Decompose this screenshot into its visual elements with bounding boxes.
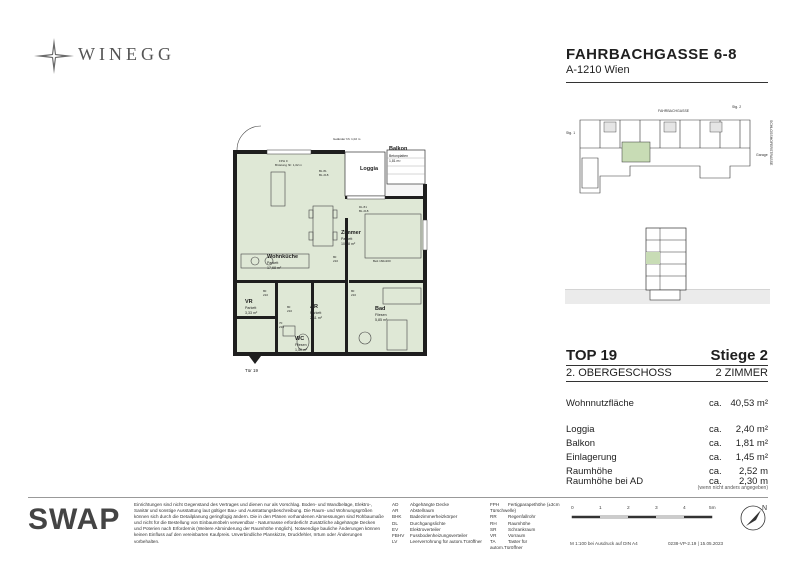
svg-text:210: 210	[351, 293, 357, 297]
area-row: Raumhöhe ca. 2,52 m	[566, 466, 768, 477]
svg-text:210: 210	[333, 259, 339, 263]
unit-floor: 2. OBERGESCHOSS	[566, 367, 672, 379]
section-view	[565, 228, 770, 304]
svg-text:Zimmer: Zimmer	[341, 230, 361, 236]
area-row: Einlagerung ca. 1,45 m²	[566, 452, 768, 463]
svg-text:5,85 m²: 5,85 m²	[375, 318, 388, 322]
winegg-logo-icon	[32, 36, 76, 76]
svg-text:70: 70	[279, 321, 283, 325]
swap-logo: SWAP	[28, 503, 121, 536]
svg-text:VR: VR	[245, 299, 253, 305]
svg-text:Garage: Garage	[756, 153, 768, 157]
svg-text:80: 80	[287, 305, 291, 309]
svg-text:80: 80	[333, 255, 337, 259]
svg-text:Stg. 1: Stg. 1	[566, 131, 576, 135]
svg-text:WC: WC	[295, 336, 305, 342]
svg-text:DL 81: DL 81	[359, 205, 367, 209]
svg-text:BL 81: BL 81	[319, 169, 327, 173]
svg-text:80: 80	[263, 289, 267, 293]
svg-text:Betonplatten: Betonplatten	[389, 154, 409, 158]
area-row: Balkon ca. 1,81 m²	[566, 438, 768, 449]
svg-text:BL 218: BL 218	[359, 209, 369, 213]
north-arrow-icon	[736, 498, 774, 536]
svg-text:N: N	[762, 505, 768, 512]
divider	[566, 82, 768, 83]
svg-text:2,11 m²: 2,11 m²	[310, 316, 322, 320]
svg-text:3,33 m²: 3,33 m²	[245, 311, 258, 315]
area-row: Loggia ca. 2,40 m²	[566, 424, 768, 435]
svg-text:210: 210	[263, 293, 269, 297]
plan-code: 0238-VP-2.19 | 15.05.2023	[668, 541, 724, 546]
area-note: (wenn nicht anders angegeben)	[697, 485, 768, 491]
svg-text:17,68 m²: 17,68 m²	[267, 266, 282, 270]
divider	[566, 381, 768, 382]
address-street: FAHRBACHGASSE 6-8	[566, 46, 738, 63]
footer-divider	[28, 497, 768, 498]
svg-text:Parkett: Parkett	[341, 237, 353, 241]
svg-text:Stg. 2: Stg. 2	[732, 105, 742, 109]
svg-text:Fliesen: Fliesen	[295, 343, 307, 347]
svg-text:Bad: Bad	[375, 306, 386, 312]
svg-text:80: 80	[351, 289, 355, 293]
abbreviation-list: AD Abgehängte Decke AR Abstellraum BHK Badezimmerheizkörper DL Durchgangslichte EV Elektroverteiler FBHV Fussbodenheizungsverteiler LV Leerverrohrung für autom.Türöffner	[392, 502, 482, 545]
floor-plan	[215, 120, 455, 380]
area-row: Wohnnutzfläche ca. 40,53 m²	[566, 398, 768, 409]
address-city: A-1210 Wien	[566, 64, 630, 76]
svg-text:Parkett: Parkett	[267, 261, 279, 265]
svg-text:Fliesen: Fliesen	[375, 313, 387, 317]
site-unit-highlight	[622, 142, 650, 162]
area-row: Raumhöhe bei AD ca. 2,30 m	[566, 476, 768, 487]
svg-text:BL 218: BL 218	[319, 173, 329, 177]
svg-text:Parkett: Parkett	[245, 306, 257, 310]
divider	[566, 365, 768, 366]
svg-text:Bett 160x200: Bett 160x200	[373, 259, 391, 263]
svg-text:Balkon: Balkon	[389, 146, 408, 152]
svg-text:Parkett: Parkett	[310, 311, 322, 315]
scale-note: M 1:100 bei Ausdruck auf DIN A4	[570, 541, 638, 546]
brand-name: WINEGG	[78, 44, 175, 64]
unit-rooms: 2 ZIMMER	[715, 367, 768, 379]
site-street-right: SCHLOSSHOFERSTRASSE	[769, 120, 773, 166]
svg-text:Wohnküche: Wohnküche	[267, 254, 299, 260]
door-label: Tür 19	[245, 368, 259, 373]
svg-text:10,48 m²: 10,48 m²	[341, 242, 356, 246]
svg-text:AR: AR	[310, 304, 318, 310]
abbreviation-list: FPH Fertigparapethöhe (±3cm Türschwelle) RR Regenfallrohr RH Raumhöhe SR Schrankraum VR Vorraum TA Taster für autom.Türöffner	[490, 502, 560, 551]
disclaimer: Einrichtungen sind nicht Gegenstand des Vertrages und dienen nur als Vorschlag. Boden- und Wandbeläge, Elektro-, Sanitär und sonstige Ausstattung laut gültiger Bau- und Ausstattungsbeschreibung. Die Raum- und Wohnungsgrößen können sich durch die Detailplanung geringfügig ändern. Die in den Plänen vorhandenen Abmessungen sind Rohbaumaße und nicht für die Bestellung von Einbaumöbeln verwendbar - Naturmasse erforderlich! Zusätzliche abgehängte Decken und Poterien nach Erfordernis (Weitere Abminderung der Raumhöhe möglich). Notwendige bauliche Änderungen können keinen Einfluss auf den vereinbarten Kaufpreis. Unverbindliche Planskizze, Druckfehler, Irrtum oder Änderungen vorbehalten.	[134, 502, 384, 544]
svg-text:Brüstung hh: 1,02 m: Brüstung hh: 1,02 m	[275, 163, 303, 167]
svg-text:Loggia: Loggia	[360, 166, 379, 172]
site-street-top: FAHRBACHGASSE	[658, 109, 690, 113]
svg-text:210: 210	[287, 309, 293, 313]
unit-top: TOP 19	[566, 347, 618, 364]
unit-stair: Stiege 2	[710, 347, 768, 364]
svg-text:FPH 0: FPH 0	[279, 159, 288, 163]
scale-bar	[570, 512, 720, 524]
svg-text:1,81 m²: 1,81 m²	[389, 159, 401, 163]
site-plan	[560, 98, 775, 313]
svg-text:1,50 m²: 1,50 m²	[295, 348, 308, 352]
svg-text:210: 210	[279, 325, 285, 329]
svg-text:Geländer hh: 1,02 m: Geländer hh: 1,02 m	[333, 137, 361, 141]
